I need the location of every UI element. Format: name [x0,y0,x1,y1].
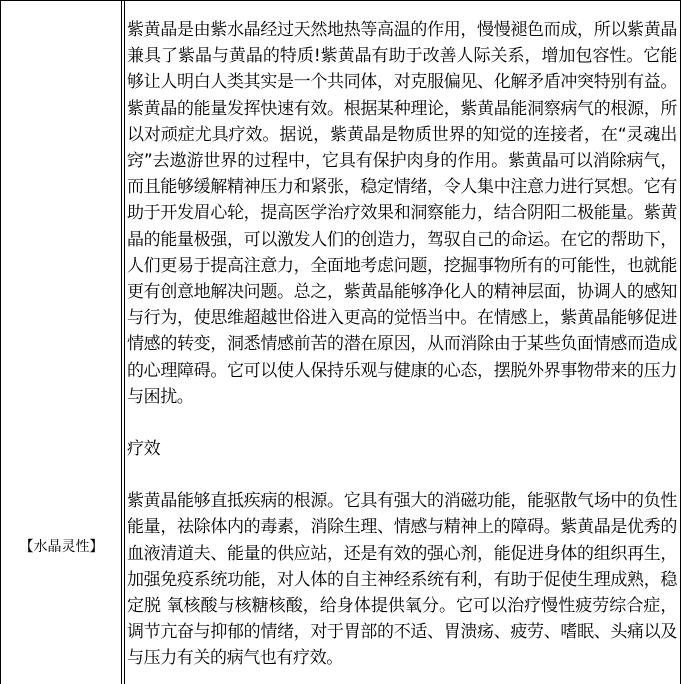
row-label: 【水晶灵性】 [19,539,104,555]
efficacy-heading: 疗效 [127,439,161,460]
description-paragraph: 紫黄晶是由紫水晶经过天然地热等高温的作用，慢慢褪色而成，所以紫黄晶兼具了紫晶与黄晶的特质!紫黄晶有助于改善人际关系，增加包容性。它能够让人明白人类其实是一个共同体，对克服偏见、化解矛盾冲突特别有益。紫黄晶的能量发挥快速有效。根据某种理论，紫黄晶能洞察病气的根源，所以对顽症尤具疗效。据说，紫黄晶是物质世界的知觉的连接者，在“灵魂出窍”去遨游世界的过程中，它具有保护肉身的作用。紫黄晶可以消除病气，而且能够缓解精神压力和紧张，稳定情绪，令人集中注意力进行冥想。它有助于开发眉心轮，提高医学治疗效果和洞察能力，结合阴阳二极能量。紫黄晶的能量极强，可以激发人们的创造力，驾驭自己的命运。在它的帮助下，人们更易于提高注意力，全面地考虑问题，挖掘事物所有的可能性，也就能更有创意地解决问题。总之，紫黄晶能够净化人的精神层面，协调人的感知与行为，使思维超越世俗进入更高的觉悟当中。在情感上，紫黄晶能够促进情感的转变，洞悉情感前苦的潜在原因，从而消除由于某些负面情感而造成的心理障碍。它可以使人保持乐观与健康的心态，摆脱外界事物带来的压力与困扰。 [127,20,677,407]
column-divider-right [124,0,125,684]
content-cell [127,17,677,672]
efficacy-paragraph: 紫黄晶能够直抵疾病的根源。它具有强大的消磁功能，能驱散气场中的负性能量，祛除体内的毒素，消除生理、情感与精神上的障碍。紫黄晶是优秀的血液清道夫、能量的供应站，还是有效的强心剂，能促进身体的组织再生，加强免疫系统功能，对人体的自主神经系统有利，有助于促使生理成熟，稳定脱 氧核酸与核糖核酸，给身体提供氧分。它可以治疗慢性疲劳综合症，调节亢奋与抑郁的情绪，对于胃部的不适、胃溃疡、疲劳、嗜眠、头痛以及与压力有关的病气也有疗效。 [127,491,677,669]
column-divider-left [121,0,122,684]
label-cell [2,0,121,684]
